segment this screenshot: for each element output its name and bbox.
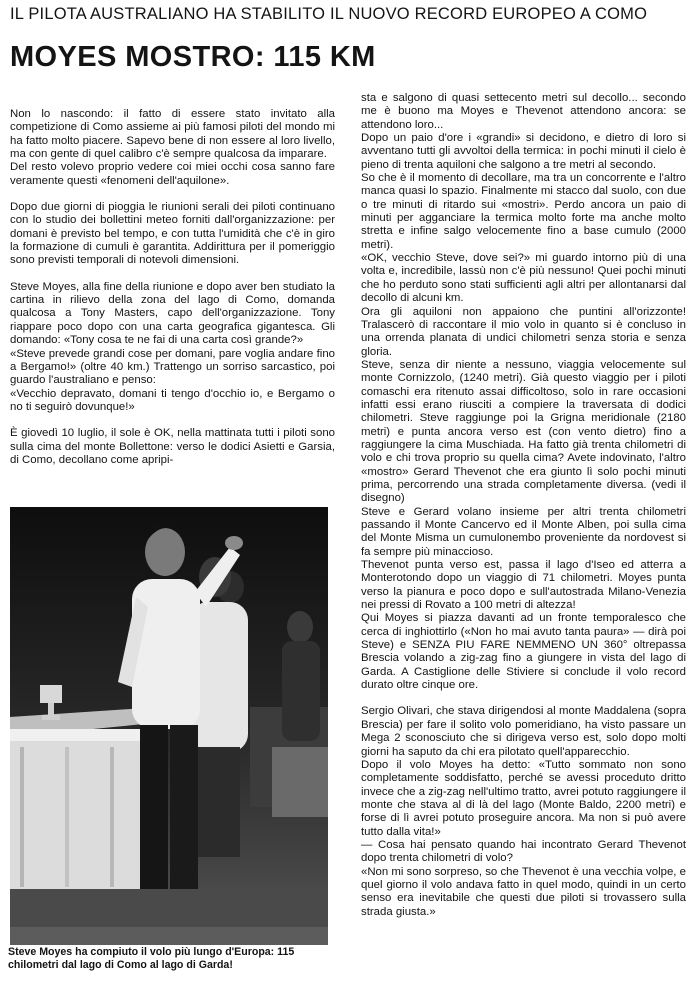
article-right-column bbox=[361, 92, 686, 919]
article-left-column bbox=[10, 108, 335, 467]
paragraph: Dopo il volo Moyes ha detto: «Tutto sommato non sono completamente soddisfatto, perché se avessi proceduto dritto invece che a zig-zag nell'ultimo tratto, avrei potuto raggiungere il monte che stava al di là del lago (Monte Baldo, 2200 metri) e forse di lì avrei potuto proseguire ancora. Ma non si può avere tutto dalla vita!» bbox=[361, 758, 686, 838]
photo-illustration bbox=[10, 507, 328, 945]
paragraph: «Non mi sono sorpreso, so che Thevenot è una vecchia volpe, e quel giorno il volo andava fatto in quel modo, quindi in un certo senso era inevitabile che questi due piloti si trovassero sulla strada giusta.» bbox=[361, 865, 686, 918]
paragraph: Qui Moyes si piazza davanti ad un fronte temporalesco che cerca di inghiottirlo («Non ho mai avuto tanta paura» — dirà poi Steve) e SENZA PIU FARE NEMMENO UN 360° oltrepassa Brescia volando a zig-zag fino a giungere in vista del lago di Garda. A Castiglione delle Stiviere si conclude il volo record durato oltre cinque ore. bbox=[361, 612, 686, 692]
paragraph: Steve e Gerard volano insieme per altri trenta chilometri passando il Monte Cancervo ed il Monte Alben, poi sulla cima del Monte Misma un cumulonembo proveniente da nordovest si fa sempre più minaccioso. bbox=[361, 505, 686, 558]
paragraph: Ora gli aquiloni non appaiono che puntini all'orizzonte! Tralascerò di raccontare il mio volo in quanto si è concluso in una orrenda planata di undici chilometri senza storia e senza gloria. bbox=[361, 305, 686, 358]
paragraph: Dopo due giorni di pioggia le riunioni serali dei piloti continuano con lo studio dei bollettini meteo forniti dall'organizzazione: per domani è previsto bel tempo, e con tutta l'umidità che c'è in giro la formazione di cumuli è garantita. Addirittura per il pomeriggio sono previsti temporali di notevoli dimensioni. bbox=[10, 201, 335, 267]
article-headline: MOYES MOSTRO: 115 KM bbox=[10, 41, 376, 73]
photo-caption: Steve Moyes ha compiuto il volo più lungo d'Europa: 115 chilometri dal lago di Como al lago di Garda! bbox=[8, 946, 295, 971]
paragraph: Del resto volevo proprio vedere coi miei occhi cosa sanno fare veramente questi «fenomeni dell'aquilone». bbox=[10, 161, 335, 187]
paragraph: Sergio Olivari, che stava dirigendosi al monte Maddalena (sopra Brescia) per fare il solito volo pomeridiano, ha visto passare un Mega 2 sconosciuto che si dirigeva verso est, solo dopo molti giorni ha saputo da chi era pilotato quell'apparecchio. bbox=[361, 705, 686, 758]
article-photo bbox=[10, 507, 328, 945]
paragraph: Dopo un paio d'ore i «grandi» si decidono, e dietro di loro si avventano tutti gli avvoltoi della termica: in pochi minuti il cielo è pieno di trenta aquiloni che salgono a tre metri al secondo. bbox=[361, 132, 686, 171]
paragraph: È giovedì 10 luglio, il sole è OK, nella mattinata tutti i piloti sono sulla cima del monte Bollettone: verso le dodici Asietti e Garsia, di Como, decollano come apripi- bbox=[10, 427, 335, 466]
paragraph: Thevenot punta verso est, passa il lago d'Iseo ed atterra a Monterotondo dopo un viaggio di 71 chilometri. Moyes punta verso la pianura e poco dopo e sull'autostrada Milano-Venezia nei pressi di Rovato a 100 metri di altezza! bbox=[361, 559, 686, 612]
paragraph: Steve Moyes, alla fine della riunione e dopo aver ben studiato la cartina in rilievo della zona del lago di Como, domanda qualcosa a Tony Masters, capo dell'organizzazione. Tony riappare poco dopo con una carta geografica gigantesca. Gli domando: «Tony cosa te ne fai di una carta così grande?» bbox=[10, 280, 335, 347]
paragraph: «OK, vecchio Steve, dove sei?» mi guardo intorno più di una volta e, incredibile, lassù non c'è più nessuno! Quei pochi minuti che ho perduto sono stati sufficienti agli altri per allontanarsi dal decollo di alcuni km. bbox=[361, 252, 686, 305]
paragraph: — Cosa hai pensato quando hai incontrato Gerard Thevenot dopo trenta chilometri di volo? bbox=[361, 838, 686, 865]
article-kicker: IL PILOTA AUSTRALIANO HA STABILITO IL NUOVO RECORD EUROPEO A COMO bbox=[10, 5, 648, 23]
paragraph: So che è il momento di decollare, ma tra un concorrente e l'altro manca quasi lo spazio. Finalmente mi stacco dal suolo, con due o tre minuti di ritardo sui «mostri». Perdo ancora un paio di minuti per agganciare la termica molto forte ma anche molto stretta e infine salgo velocemente fino a base cumulo (2000 metri). bbox=[361, 172, 686, 251]
paragraph: «Steve prevede grandi cose per domani, pare voglia andare fino a Bergamo!» (oltre 40 km.) Trattengo un sorriso sarcastico, poi guardo l'australiano e penso: bbox=[10, 347, 335, 387]
paragraph: «Vecchio depravato, domani ti tengo d'occhio io, e Bergamo o no ti seguirò dovunque!» bbox=[10, 387, 335, 413]
paragraph: sta e salgono di quasi settecento metri sul decollo... secondo me è buono ma Moyes e Thevenot attendono ancora: se attendono loro... bbox=[361, 92, 686, 131]
paragraph: Non lo nascondo: il fatto di essere stato invitato alla competizione di Como assieme ai più famosi piloti del mondo mi ha fatto molto piacere. Sapevo bene di non essere al loro livello, ma con gente di quel calibro c'è sempre qualcosa da imparare. bbox=[10, 108, 335, 161]
paragraph: Steve, senza dir niente a nessuno, viaggia velocemente sul monte Cornizzolo, (1240 metri). Già questo viaggio per i piloti comaschi era ritenuto assai difficoltoso, solo in rare occasioni infatti essi erano riusciti a compiere la traversata di dodici chilometri. Steve raggiunge poi la Grigna meridionale (2180 metri) e punta ancora verso est (con vento dietro) fino a raggiungere la cima Muschiada. Ha fatto già trenta chilometri di volo e chi trova proprio su quella cima? Avete indovinato, l'altro «mostro» Gerard Thevenot che era giunto lì solo pochi minuti prima, percorrendo una strada completamente diversa. (vedi il disegno) bbox=[361, 358, 686, 505]
